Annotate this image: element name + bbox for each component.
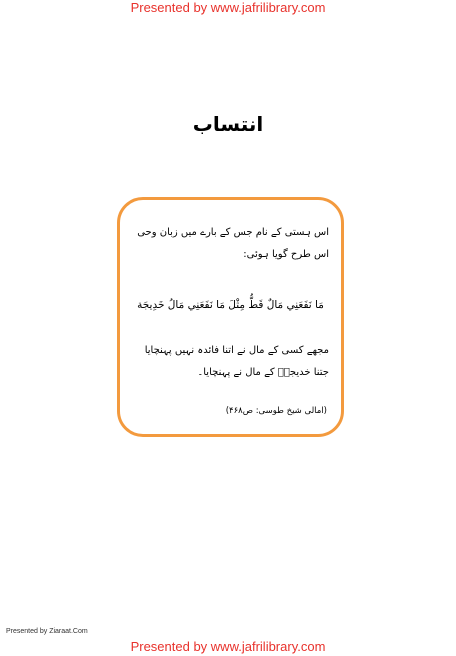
page-title: انتساب bbox=[192, 112, 264, 136]
citation: (امالی شیخ طوسی: ص۴۶۸) bbox=[225, 406, 327, 416]
dedication-intro: اس ہستی کے نام جس کے بارے میں زبان وحی اس طرح گویا ہوئی: bbox=[137, 227, 329, 260]
arabic-quote: مَا نَفَعَنِي مَالٌ قَطُّ مِثْلَ مَا نَفَعَنِي مَالُ خَدِيجَة bbox=[137, 299, 324, 311]
presented-by-label: Presented by Ziaraat.Com bbox=[6, 628, 88, 635]
header-link[interactable]: Presented by www.jafrilibrary.com bbox=[130, 0, 326, 15]
dedication-box bbox=[117, 197, 344, 437]
quote-translation: مجھے کسی کے مال نے اتنا فائدہ نہیں پہنچایا جتنا خدیجہؑ کے مال نے پہنچایا۔ bbox=[144, 345, 329, 378]
footer-link[interactable]: Presented by www.jafrilibrary.com bbox=[130, 639, 326, 654]
